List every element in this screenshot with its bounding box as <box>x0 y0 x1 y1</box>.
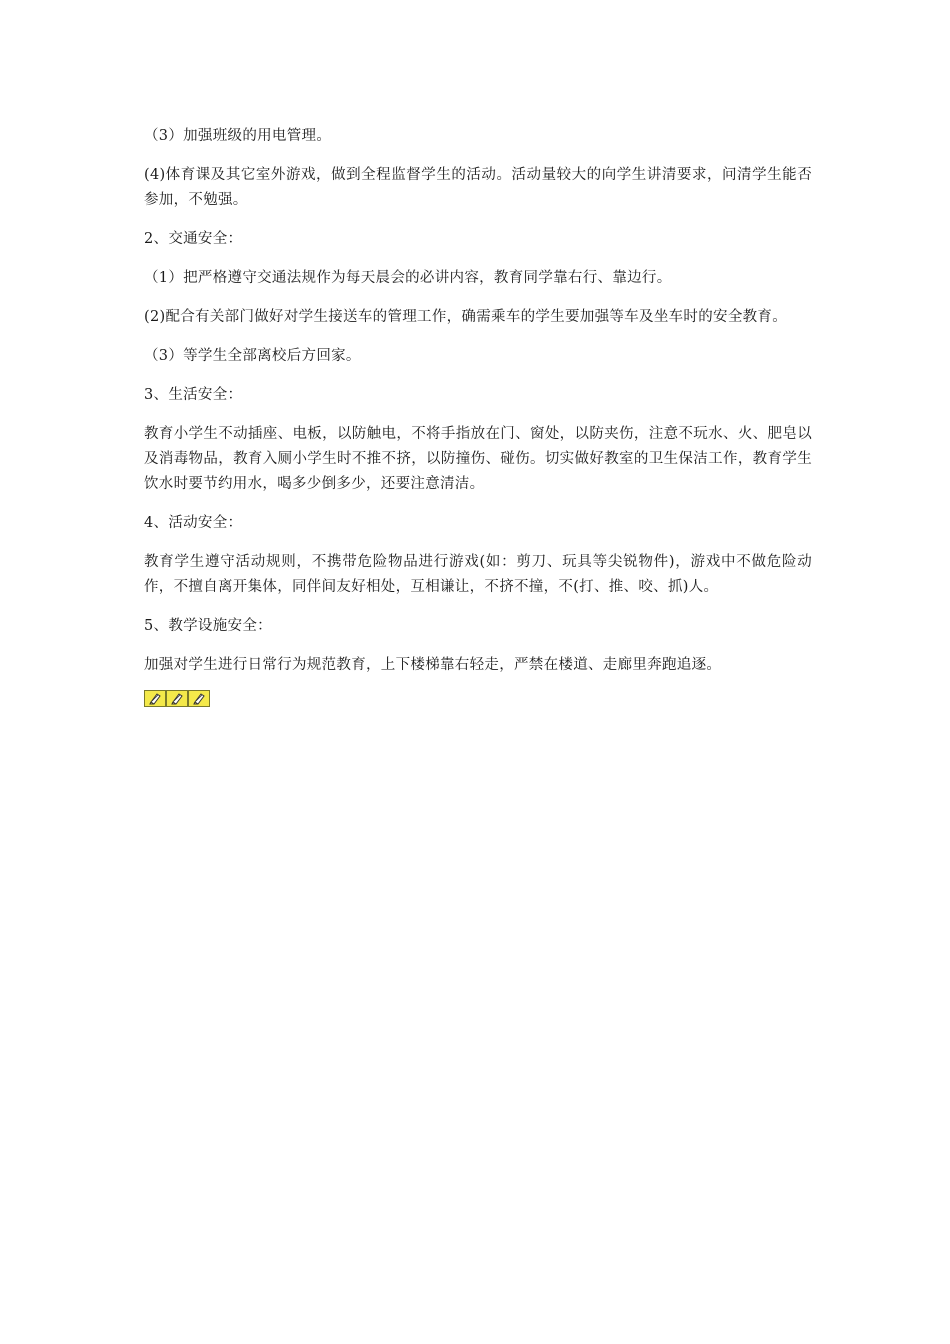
paragraph-activity-safety: 教育学生遵守活动规则，不携带危险物品进行游戏(如：剪刀、玩具等尖锐物件)，游戏中不做危险动作，不擅自离开集体，同伴间友好相处，互相谦让，不挤不撞，不(打、推、咬、抓)人。 <box>144 554 812 595</box>
heading-life-safety: 3、生活安全： <box>144 387 243 403</box>
paragraph-pe-class: (4)体育课及其它室外游戏，做到全程监督学生的活动。活动量较大的向学生讲清要求，问清学生能否参加，不勉强。 <box>144 167 812 208</box>
icon-row <box>144 690 812 707</box>
pen-icon <box>188 690 210 707</box>
pen-icon <box>166 690 188 707</box>
document-page <box>144 124 812 707</box>
heading-traffic-safety: 2、交通安全： <box>144 231 243 247</box>
paragraph-traffic-rules: （1）把严格遵守交通法规作为每天晨会的必讲内容，教育同学靠右行、靠边行。 <box>144 270 672 286</box>
paragraph-electric: （3）加强班级的用电管理。 <box>144 128 332 144</box>
heading-facility-safety: 5、教学设施安全： <box>144 618 272 634</box>
paragraph-facility-safety: 加强对学生进行日常行为规范教育，上下楼梯靠右轻走，严禁在楼道、走廊里奔跑追逐。 <box>144 657 722 673</box>
paragraph-bus: (2)配合有关部门做好对学生接送车的管理工作，确需乘车的学生要加强等车及坐车时的安全教育。 <box>144 309 788 325</box>
paragraph-go-home: （3）等学生全部离校后方回家。 <box>144 348 361 364</box>
pen-icon <box>144 690 166 707</box>
heading-activity-safety: 4、活动安全： <box>144 515 243 531</box>
paragraph-life-safety: 教育小学生不动插座、电板，以防触电，不将手指放在门、窗处，以防夹伤，注意不玩水、火、肥皂以及消毒物品，教育入厕小学生时不推不挤，以防撞伤、碰伤。切实做好教室的卫生保洁工作，教育学生饮水时要节约用水，喝多少倒多少，还要注意清洁。 <box>144 426 812 492</box>
